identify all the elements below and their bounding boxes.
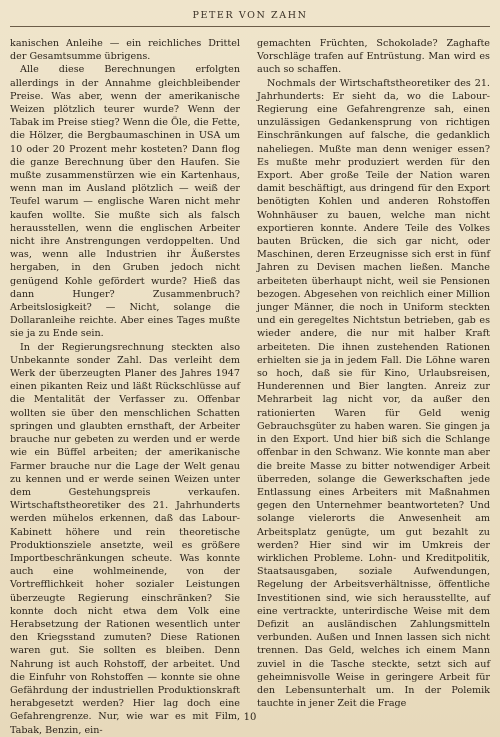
paragraph: Alle diese Berechnungen erfolgten allerdings in der Annahme gleichbleibender Preise. Was aber, wenn der amerikanische Weizen plötzlich teurer wurde? Wenn der Tabak im Preise stieg? Wenn die Öle, die Fette, die Hölzer, die Bergbaumaschinen in USA um 10 oder 20 Prozent mehr kosteten? Dann flog die ganze Berechnung über den Haufen. Sie mußte zusammenstürzen wie ein Kartenhaus, wenn man im Ausland plötzlich — weiß der Teufel warum — englische Waren nicht mehr kaufen wollte. Sie mußte sich als falsch herausstellen, wenn die englischen Arbeiter nicht ihre Anstrengungen verdoppelten. Und was, wenn alle Industrien ihr Äußerstes hergaben, in den Gruben jedoch nicht genügend Kohle gefördert wurde? Hieß das dann Hunger? Zusammenbruch? Arbeitslosigkeit? — Nicht, solange die Dollaranleihe reichte. Aber eines Tages mußte sie ja zu Ende sein. [10, 64, 240, 340]
right-column [257, 37, 490, 710]
paragraph: gemachten Früchten, Schokolade? Zaghafte Vorschläge trafen auf Entrüstung. Man wird es auch so schaffen. [257, 38, 490, 76]
running-head: PETER VON ZAHN [192, 10, 308, 21]
page-number: 10 [243, 712, 257, 723]
header-rule [10, 26, 490, 27]
paragraph: In der Regierungsrechnung steckten also Unbekannte sonder Zahl. Das verleiht dem Werk der überzeugten Planer des Jahres 1947 einen pikanten Reiz und läßt Rückschlüsse auf die Mentalität der Verfasser zu. Offenbar wollten sie über den menschlichen Schatten springen und glaubten ernsthaft, der Arbeiter brauche nur gebeten zu werden und er werde wie ein Büffel arbeiten; der amerikanische Farmer brauche nur die Lage der Welt genau zu kennen und er werde seinen Weizen unter dem Gestehungspreis verkaufen. Wirtschaftstheoretiker des 21. Jahrhunderts werden mühelos erkennen, daß das Labour-Kabinett höhere und rein theoretische Produktionsziele ansetzte, weil es größere Importbeschränkungen scheute. Was konnte auch eine wohlmeinende, von der Vortrefflichkeit hoher sozialer Leistungen überzeugte Regierung einschränken? Sie konnte doch nicht etwa dem Volk eine Herabsetzung der Rationen wesentlich unter den Kriegsstand zumuten? Diese Rationen waren gut. Sie sollten es bleiben. Denn Nahrung ist auch Rohstoff, der arbeitet. Und die Einfuhr von Rohstoffen — konnte sie ohne Gefährdung der industriellen Produktionskraft herabgesetzt werden? Hier lag doch eine Gefahrengrenze. Nur, wie war es mit Film, Tabak, Benzin, ein- [10, 341, 240, 736]
paragraph: kanischen Anleihe — ein reichliches Drittel der Gesamtsumme übrigens. [10, 38, 240, 63]
paragraph: Nochmals der Wirtschaftstheoretiker des 21. Jahrhunderts: Er sieht da, wo die Labour-Regierung eine Gefahrengrenze sah, einen unzulässigen Gedankensprung von richtigen Einschränkungen auf falsche, die gedanklich naheliegen. Mußte man denn weniger essen? Es mußte mehr produziert werden für den Export. Aber große Teile der Nation waren damit beschäftigt, aus dringend für den Export benötigten Kohlen und anderen Rohstoffen Wohnhäuser zu bauen, welche man nicht exportieren konnte. Andere Teile des Volkes bauten Brücken, die sich gar nicht, oder Maschinen, deren Erzeugnisse sich erst in fünf Jahren zu Devisen machen ließen. Manche arbeiteten überhaupt nicht, weil sie Pensionen bezogen. Abgesehen von reichlich einer Million junger Männer, die noch in Uniform steckten und ein geregeltes Nichtstun betrieben, gab es wieder andere, die nur mit halber Kraft arbeiteten. Die ihnen zustehenden Rationen erhielten sie ja in jedem Fall. Die Löhne waren so hoch, daß sie für Kino, Urlaubsreisen, Hunderennen und Bier langten. Anreiz zur Mehrarbeit lag nicht vor, da außer den rationierten Waren für Geld wenig Gebrauchsgüter zu haben waren. Sie gingen ja in den Export. Und hier biß sich die Schlange offenbar in den Schwanz. Wie konnte man aber die breite Masse zu bitter notwendiger Arbeit überreden, solange die Gewerkschaften jede Entlassung eines Arbeiters mit Maßnahmen gegen den Unternehmer beantworteten? Und solange vielerorts die Anwesenheit am Arbeitsplatz genügte, um gut bezahlt zu werden? Hier sind wir im Umkreis der wirklichen Probleme. Lohn- und Kreditpolitik, Staatsausgaben, soziale Aufwendungen, Regelung der Arbeitsverhältnisse, öffentliche Investitionen sind, wie sich herausstellte, auf eine vertrackte, unterirdische Weise mit dem Defizit an ausländischen Zahlungsmitteln verbunden. Außen und Innen lassen sich nicht trennen. Das Geld, welches ich einem Mann zuviel in die Tasche steckte, setzt sich auf geheimnisvolle Weise in geringere Arbeit für den Lebensunterhalt um. In der Polemik tauchte in jener Zeit die Frage [257, 77, 490, 710]
left-column [10, 37, 240, 737]
